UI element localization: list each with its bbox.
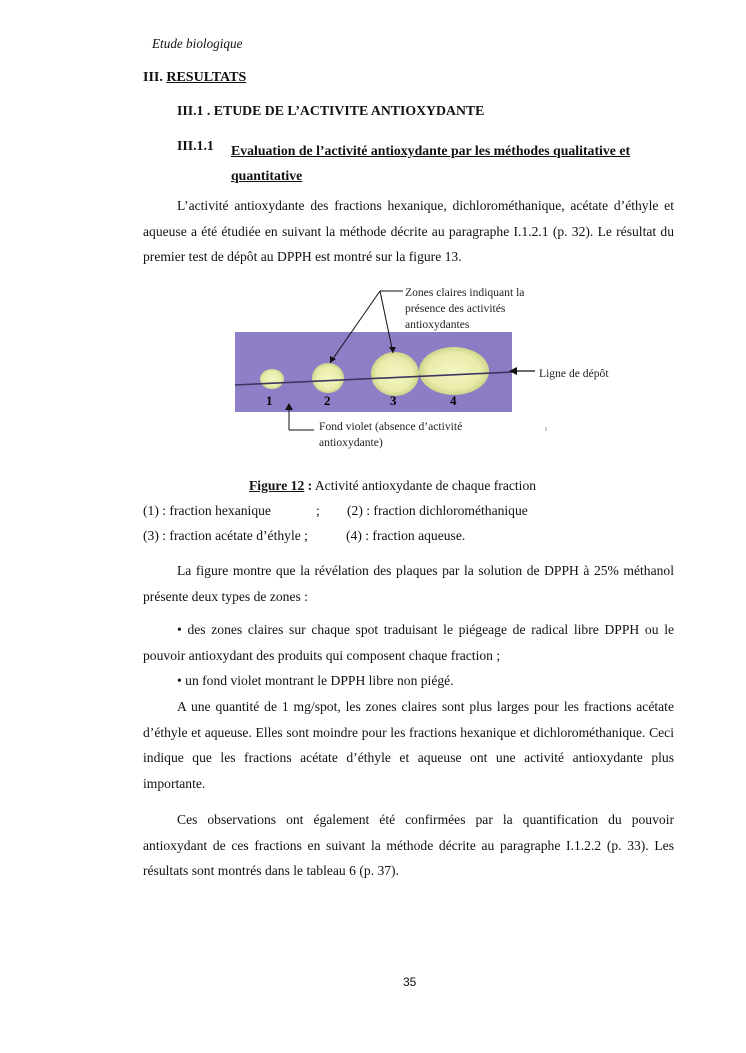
figure-caption [249,478,536,494]
spot-1 [260,369,284,389]
subsubsection-number: III.1.1 [177,138,214,153]
legend-fraction-2: (2) : fraction dichlorométhanique [347,503,528,518]
spot-number-2: 2 [324,393,331,408]
spot-4 [419,347,489,395]
legend-fraction-1: (1) : fraction hexanique [143,503,271,518]
running-header: Etude biologique [152,36,243,51]
spot-number-1: 1 [266,393,273,408]
section-title: RESULTATS [166,70,247,85]
legend-fraction-3: (3) : fraction acétate d’éthyle ; [143,528,308,543]
annotation-fond-violet: Fond violet (absence d’activité antioxydante) [319,420,463,449]
page-number: 35 [403,975,417,989]
bullet-zones-claires [143,617,674,668]
annotation-ligne-depot: Ligne de dépôt [539,367,609,380]
subsection-heading: III.1 . ETUDE DE L’ACTIVITE ANTIOXYDANTE [177,103,485,118]
bullet-fond-violet-text: • un fond violet montrant le DPPH libre non piégé. [177,673,454,688]
caption-separator: : [304,478,313,493]
spot-number-4: 4 [450,393,457,408]
annotation-zones-claires: Zones claires indiquant la présence des activités antioxydantes [405,286,525,331]
legend-fraction-4: (4) : fraction aqueuse. [346,528,466,543]
spot-2 [312,363,344,393]
bullet-fond-violet [143,668,674,694]
paragraph-zones-text: La figure montre que la révélation des plaques par la solution de DPPH à 25% méthanol présente deux types de zones : [143,563,674,604]
subsubsection-title: Evaluation de l’activité antioxydante par les méthodes qualitative et quantitative [231,143,631,183]
paragraph-zones [143,558,674,609]
paragraph-intro-text: L’activité antioxydante des fractions hexanique, dichlorométhanique, acétate d’éthyle et aqueuse a été étudiée en suivant la méthode décrite au paragraphe I.1.2.1 (p. 32). Le résultat du premier test de dépôt au DPPH est montré sur la figure 13. [143,198,674,264]
legend-line-1 [143,503,271,519]
section-heading [143,70,246,86]
paragraph-confirmation [143,807,674,884]
figure-label: Figure 12 [249,478,305,493]
bullet-zones-claires-text: • des zones claires sur chaque spot traduisant le piégeage de radical libre DPPH ou le pouvoir antioxydant des produits qui composent chaque fraction ; [143,622,674,663]
spot-3 [371,352,419,396]
section-number: III. [143,70,163,85]
paragraph-confirmation-text: Ces observations ont également été confirmées par la quantification du pouvoir antioxydant de ces fractions en suivant la méthode décrite au paragraphe I.1.2.2 (p. 33). Les résultats sont montrés dans le tableau 6 (p. 37). [143,812,674,878]
paragraph-quantity-text: A une quantité de 1 mg/spot, les zones claires sont plus larges pour les fractions acétate d’éthyle et aqueuse. Elles sont moindre pour les fractions hexanique et dichlorométhanique. Ceci indique que les fractions acétate d’éthyle et aqueuse ont une activité antioxydante plus importante. [143,699,674,791]
legend-separator: ; [316,503,320,518]
paragraph-quantity [143,694,674,796]
spot-number-3: 3 [390,393,397,408]
caption-text: Activité antioxydante de chaque fraction [312,478,537,493]
paragraph-intro [143,193,674,270]
